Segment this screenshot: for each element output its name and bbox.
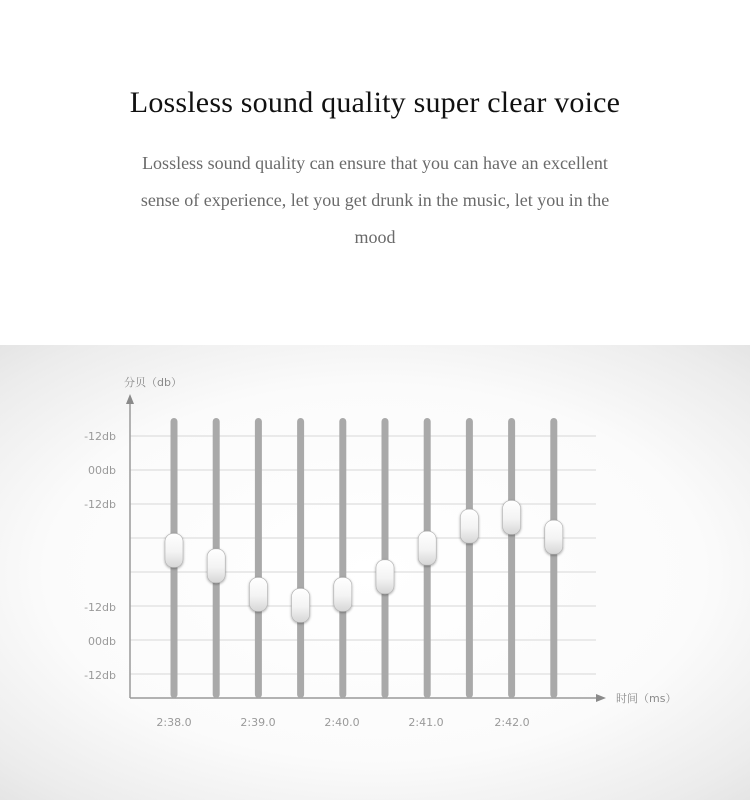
y-tick-label: -12db bbox=[84, 430, 116, 443]
eq-slider[interactable] bbox=[503, 418, 521, 698]
eq-slider-track[interactable] bbox=[550, 418, 557, 698]
x-axis-label: 时间（ms） bbox=[616, 692, 677, 705]
eq-slider[interactable] bbox=[460, 418, 478, 698]
eq-slider[interactable] bbox=[376, 418, 394, 698]
equalizer-chart bbox=[0, 360, 750, 760]
eq-slider[interactable] bbox=[545, 418, 563, 698]
equalizer-chart-svg bbox=[0, 360, 750, 760]
eq-slider-knob[interactable] bbox=[545, 520, 563, 554]
x-tick-label: 2:38.0 bbox=[156, 716, 192, 729]
y-tick-label: -12db bbox=[84, 601, 116, 614]
eq-slider[interactable] bbox=[334, 418, 352, 698]
x-tick-label: 2:41.0 bbox=[408, 716, 444, 729]
y-axis-label: 分贝（db） bbox=[124, 376, 182, 389]
y-tick-label: -12db bbox=[84, 498, 116, 511]
eq-slider-knob[interactable] bbox=[165, 533, 183, 567]
eq-slider-track[interactable] bbox=[466, 418, 473, 698]
eq-slider-knob[interactable] bbox=[207, 549, 225, 583]
eq-slider-track[interactable] bbox=[297, 418, 304, 698]
eq-slider[interactable] bbox=[207, 418, 225, 698]
eq-slider-track[interactable] bbox=[339, 418, 346, 698]
eq-slider[interactable] bbox=[292, 418, 310, 698]
headline: Lossless sound quality super clear voice bbox=[129, 86, 621, 119]
eq-slider-knob[interactable] bbox=[334, 577, 352, 611]
x-tick-label: 2:39.0 bbox=[240, 716, 276, 729]
y-tick-label: -12db bbox=[84, 669, 116, 682]
description: Lossless sound quality can ensure that you can have an excellent sense of experience, let you get drunk in the music, let you in the mood bbox=[140, 153, 610, 247]
eq-slider-track[interactable] bbox=[255, 418, 262, 698]
y-axis-arrow bbox=[126, 394, 134, 404]
eq-slider-track[interactable] bbox=[382, 418, 389, 698]
eq-slider[interactable] bbox=[249, 418, 267, 698]
x-axis-arrow bbox=[596, 694, 606, 702]
eq-slider-knob[interactable] bbox=[460, 509, 478, 543]
eq-slider-knob[interactable] bbox=[503, 500, 521, 534]
y-tick-label: 00db bbox=[88, 464, 116, 477]
eq-slider-knob[interactable] bbox=[376, 560, 394, 594]
eq-slider[interactable] bbox=[165, 418, 183, 698]
eq-slider-track[interactable] bbox=[508, 418, 515, 698]
x-tick-label: 2:42.0 bbox=[494, 716, 530, 729]
eq-slider[interactable] bbox=[418, 418, 436, 698]
x-tick-label: 2:40.0 bbox=[324, 716, 360, 729]
eq-slider-knob[interactable] bbox=[418, 531, 436, 565]
eq-slider-knob[interactable] bbox=[292, 588, 310, 622]
y-tick-label: 00db bbox=[88, 635, 116, 648]
eq-slider-knob[interactable] bbox=[249, 577, 267, 611]
